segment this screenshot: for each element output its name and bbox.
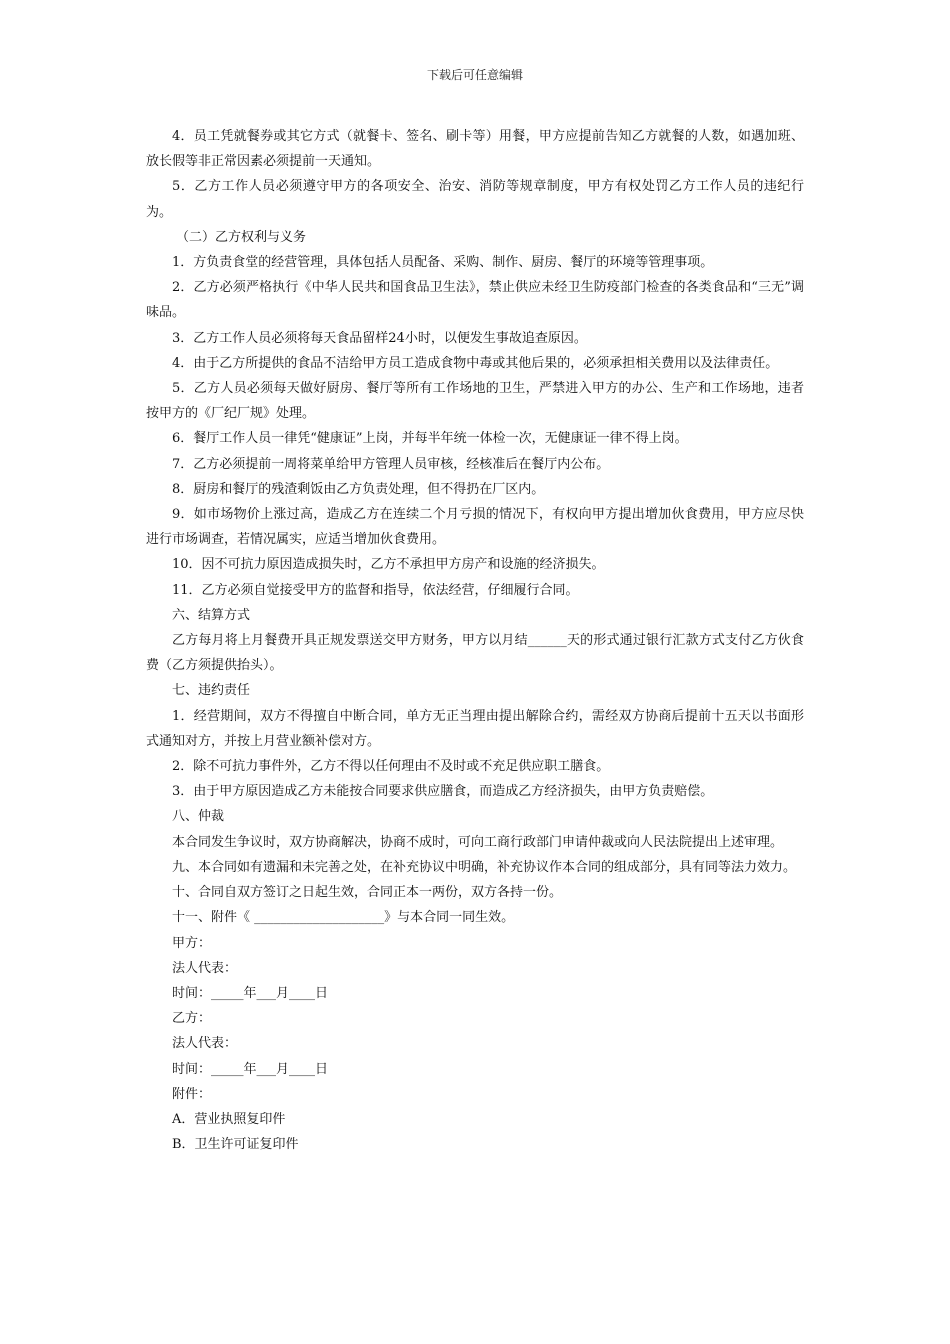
paragraph: 5．乙方工作人员必须遵守甲方的各项安全、治安、消防等规章制度，甲方有权处罚乙方工作人员的违纪行为。 [146, 179, 804, 220]
paragraph: 3．由于甲方原因造成乙方未能按合同要求供应膳食，而造成乙方经济损失，由甲方负责赔偿。 [172, 784, 714, 800]
signature-line: 法人代表： [172, 960, 238, 976]
section-heading: 八、仲裁 [172, 809, 225, 825]
attachment-heading: 附件： [172, 1086, 212, 1102]
section-heading: 七、违约责任 [172, 683, 251, 699]
paragraph: 7．乙方必须提前一周将菜单给甲方管理人员审核，经核准后在餐厅内公布。 [172, 456, 610, 472]
paragraph: 5．乙方人员必须每天做好厨房、餐厅等所有工作场地的卫生，严禁进入甲方的办公、生产和工作场地，违者按甲方的《厂纪厂规》处理。 [146, 381, 804, 422]
signature-line: 时间：_____年___月____日 [172, 985, 329, 1001]
paragraph: 十一、附件《 ____________________》与本合同一同生效。 [172, 910, 515, 926]
paragraph: 十、合同自双方签订之日起生效，合同正本一两份，双方各持一份。 [172, 885, 563, 901]
paragraph: 6．餐厅工作人员一律凭“健康证”上岗，并每半年统一体检一次，无健康证一律不得上岗。 [172, 431, 688, 447]
signature-line: 时间：_____年___月____日 [172, 1061, 329, 1077]
paragraph: 2．乙方必须严格执行《中华人民共和国食品卫生法》，禁止供应未经卫生防疫部门检查的各类食品和“三无”调味品。 [146, 280, 804, 321]
paragraph: 11．乙方必须自觉接受甲方的监督和指导，依法经营，仔细履行合同。 [172, 582, 579, 598]
paragraph: 本合同发生争议时，双方协商解决，协商不成时，可向工商行政部门申请仲裁或向人民法院提出上述审理。 [172, 834, 784, 850]
page-header: 下载后可任意编辑 [426, 68, 523, 82]
paragraph: 2．除不可抗力事件外，乙方不得以任何理由不及时或不充足供应职工膳食。 [172, 759, 610, 775]
paragraph: 10．因不可抗力原因造成损失时，乙方不承担甲方房产和设施的经济损失。 [172, 557, 605, 573]
paragraph: 4．员工凭就餐券或其它方式（就餐卡、签名、刷卡等）用餐，甲方应提前告知乙方就餐的人数，如遇加班、放长假等非正常因素必须提前一天通知。 [146, 129, 804, 170]
paragraph: 9．如市场物价上涨过高，造成乙方在连续二个月亏损的情况下，有权向甲方提出增加伙食费用，甲方应尽快进行市场调查，若情况属实，应适当增加伙食费用。 [146, 507, 804, 548]
paragraph: 8．厨房和餐厅的残渣剩饭由乙方负责处理，但不得扔在厂区内。 [172, 481, 545, 497]
section-heading: 六、结算方式 [172, 607, 251, 623]
paragraph: 九、本合同如有遗漏和未完善之处，在补充协议中明确，补充协议作本合同的组成部分，具有同等法力效力。 [172, 859, 797, 875]
attachment-item: B．卫生许可证复印件 [172, 1137, 299, 1153]
paragraph: 4．由于乙方所提供的食品不洁给甲方员工造成食物中毒或其他后果的，必须承担相关费用以及法律责任。 [172, 355, 779, 371]
paragraph: 3．乙方工作人员必须将每天食品留样24小时，以便发生事故追查原因。 [172, 330, 587, 346]
paragraph: 1．方负责食堂的经营管理，具体包括人员配备、采购、制作、厨房、餐厅的环境等管理事项。 [172, 255, 714, 271]
attachment-item: A．营业执照复印件 [172, 1111, 286, 1127]
paragraph: 乙方每月将上月餐费开具正规发票送交甲方财务，甲方以月结______天的形式通过银行汇款方式支付乙方伙食费（乙方须提供抬头）。 [146, 633, 804, 674]
signature-line: 甲方： [172, 935, 212, 951]
paragraph: 1．经营期间，双方不得擅自中断合同，单方无正当理由提出解除合约，需经双方协商后提前十五天以书面形式通知对方，并按上月营业额补偿对方。 [146, 708, 804, 749]
signature-line: 法人代表： [172, 1036, 238, 1052]
section-heading: （二）乙方权利与义务 [176, 229, 307, 245]
document-body [146, 124, 804, 1157]
signature-line: 乙方： [172, 1011, 212, 1027]
